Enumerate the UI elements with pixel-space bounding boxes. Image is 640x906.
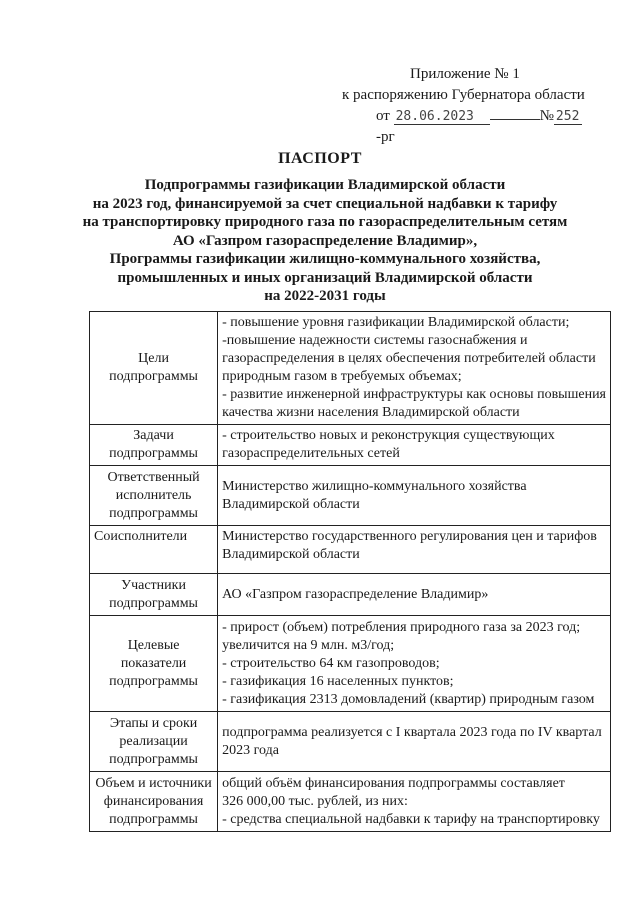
number-prefix: № [539,108,554,124]
row-label: Цели подпрограммы [90,312,218,425]
subtitle-line: на 2023 год, финансируемой за счет специальной надбавки к тарифу [92,195,558,212]
table-row [90,312,611,425]
appendix-title: Приложение № 1 [410,66,520,82]
row-content: Министерство жилищно-коммунального хозяйства Владимирской области [218,466,611,526]
subtitle-line: АО «Газпром газораспределение Владимир», [172,232,478,249]
table-row [90,425,611,466]
row-content: АО «Газпром газораспределение Владимир» [218,574,611,616]
subtitle-line: промышленных и иных организаций Владимирской области [117,269,533,286]
appendix-date-line [330,106,600,148]
row-label: Целевые показатели подпрограммы [90,616,218,712]
subtitle-line: Программы газификации жилищно-коммунального хозяйства, [109,251,541,267]
table-row [90,526,611,574]
appendix-block [330,64,600,148]
row-content: - повышение уровня газификации Владимирской области; -повышение надежности системы газоснабжения и газораспределения в целях обеспечения потребителей области природным газом в требуемых объемах; - развитие инженерной инфраструктуры как основы повышения качества жизни населения Владимирской области [218,312,611,425]
row-content: - прирост (объем) потребления природного газа за 2023 год; увеличится на 9 млн. м3/год; - строительство 64 км газопроводов; - газификация 16 населенных пунктов; - газификация 2313 домовладений (квартир) природным газом [218,616,611,712]
table-row [90,616,611,712]
table-row [90,772,611,832]
row-content: общий объём финансирования подпрограммы составляет 326 000,00 тыс. рублей, из них: - средства специальной надбавки к тарифу на транспортировку [218,772,611,832]
passport-table [89,311,611,832]
page-title: ПАСПОРТ [278,150,362,167]
row-label: Соисполнители [90,526,218,574]
subtitle-line: Подпрограммы газификации Владимирской области [144,177,506,193]
row-content: подпрограмма реализуется с I квартала 2023 года по IV квартал 2023 года [218,712,611,772]
number-suffix: -рг [376,129,395,145]
row-label: Этапы и сроки реализации подпрограммы [90,712,218,772]
row-label: Участники подпрограммы [90,574,218,616]
subtitle-line: на транспортировку природного газа по газораспределительным сетям [82,214,568,230]
row-label: Ответственный исполнитель подпрограммы [90,466,218,526]
date-underline [490,119,540,120]
table-row [90,712,611,772]
row-content: - строительство новых и реконструкция существующих газораспределительных сетей [218,425,611,466]
handwritten-date: 28.06.2023 [394,109,490,125]
appendix-reference: к распоряжению Губернатора области [342,87,585,103]
handwritten-number: 252 [554,109,582,125]
table-row [90,466,611,526]
row-label: Объем и источники финансирования подпрограммы [90,772,218,832]
table-row [90,574,611,616]
subtitle-line: на 2022-2031 годы [264,288,386,304]
row-label: Задачи подпрограммы [90,425,218,466]
row-content: Министерство государственного регулирования цен и тарифов Владимирской области [218,526,611,574]
document-subtitle [60,176,590,306]
from-prefix: от [376,108,390,124]
